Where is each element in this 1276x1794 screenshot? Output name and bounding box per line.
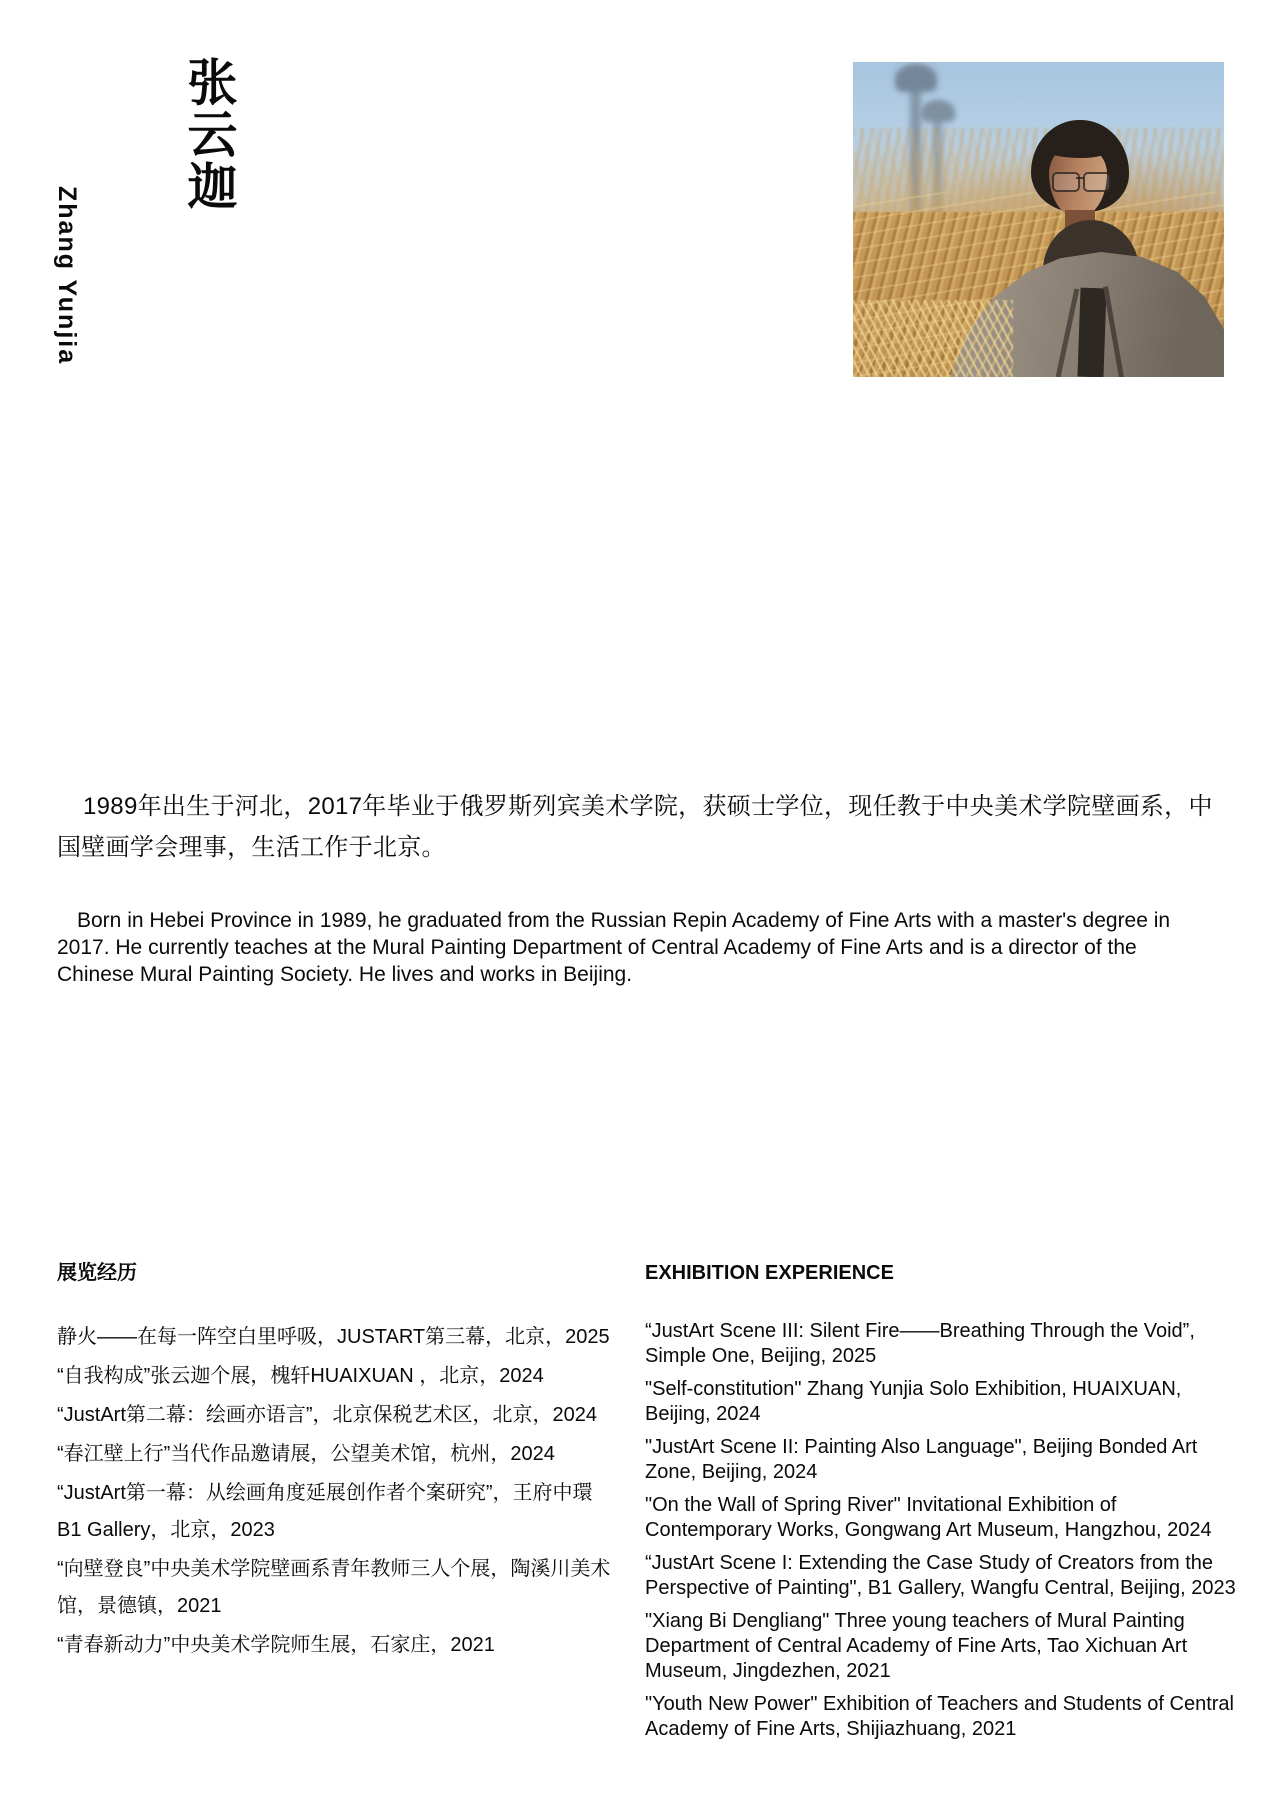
- exhibition-item: 静火——在每一阵空白里呼吸，JUSTART第三幕，北京，2025: [57, 1326, 610, 1348]
- exhibition-item: “向壁登良”中央美术学院壁画系青年教师三人个展，陶溪川美术馆，景德镇，2021: [57, 1558, 611, 1617]
- bio-paragraph-chinese: 1989年出生于河北，2017年毕业于俄罗斯列宾美术学院，获硕士学位，现任教于中央美术学院壁画系，中国壁画学会理事，生活工作于北京。: [57, 793, 1213, 861]
- person-glasses: [1052, 172, 1110, 192]
- tower-cap: [895, 64, 937, 92]
- glasses-lens-right: [1083, 172, 1111, 192]
- blazer-opening: [1077, 288, 1106, 377]
- exhibition-item: "Self-constitution" Zhang Yunjia Solo Exhibition, HUAIXUAN, Beijing, 2024: [645, 1378, 1182, 1425]
- artist-name-english: Zhang Yunjia: [53, 186, 81, 366]
- reeds-foreground: [853, 300, 1013, 377]
- exhibition-item: “青春新动力”中央美术学院师生展，石家庄，2021: [57, 1634, 495, 1656]
- exhibition-section-chinese: [57, 1262, 617, 1666]
- exhibition-item: “JustArt Scene I: Extending the Case Study of Creators from the Perspective of Painting", B1 Gallery, Wangfu Central, Beijing, 2023: [645, 1552, 1236, 1599]
- exhibition-heading-chinese: 展览经历: [57, 1262, 137, 1284]
- glasses-bridge: [1076, 177, 1084, 179]
- glasses-lens-left: [1052, 172, 1080, 192]
- exhibition-item: “JustArt第一幕：从绘画角度延展创作者个案研究”，王府中環 B1 Gallery，北京，2023: [57, 1482, 593, 1541]
- exhibition-item: "JustArt Scene II: Painting Also Language", Beijing Bonded Art Zone, Beijing, 2024: [645, 1436, 1198, 1483]
- exhibition-item: “春江壁上行”当代作品邀请展，公望美术馆，杭州，2024: [57, 1443, 555, 1465]
- exhibition-list-english: [645, 1319, 1247, 1742]
- exhibition-item: “自我构成”张云迦个展，槐轩HUAIXUAN ，北京，2024: [57, 1365, 544, 1387]
- bio-paragraph-english: Born in Hebei Province in 1989, he graduated from the Russian Repin Academy of Fine Arts with a master's degree in 2017. He currently teaches at the Mural Painting Department of Central Academy of Fine Arts and is a director of the Chinese Mural Painting Society. He lives and works in Beijing.: [57, 909, 1171, 986]
- exhibition-item: “JustArt第二幕：绘画亦语言”，北京保税艺术区，北京，2024: [57, 1404, 598, 1426]
- portrait-photo: [853, 62, 1224, 377]
- exhibition-item: "Youth New Power" Exhibition of Teachers and Students of Central Academy of Fine Arts, Shijiazhuang, 2021: [645, 1693, 1234, 1740]
- exhibition-heading-english: EXHIBITION EXPERIENCE: [645, 1262, 894, 1284]
- exhibition-item: "On the Wall of Spring River" Invitational Exhibition of Contemporary Works, Gongwang Art Museum, Hangzhou, 2024: [645, 1494, 1212, 1541]
- tower-cap: [921, 100, 955, 122]
- exhibition-section-english: [645, 1262, 1247, 1750]
- exhibition-item: "Xiang Bi Dengliang" Three young teachers of Mural Painting Department of Central Academy of Fine Arts, Tao Xichuan Art Museum, Jingdezhen, 2021: [645, 1610, 1188, 1682]
- exhibition-list-chinese: [57, 1319, 617, 1664]
- exhibition-item: “JustArt Scene III: Silent Fire——Breathing Through the Void”, Simple One, Beijing, 2025: [645, 1320, 1195, 1367]
- artist-name-chinese: 张云迦: [180, 56, 237, 212]
